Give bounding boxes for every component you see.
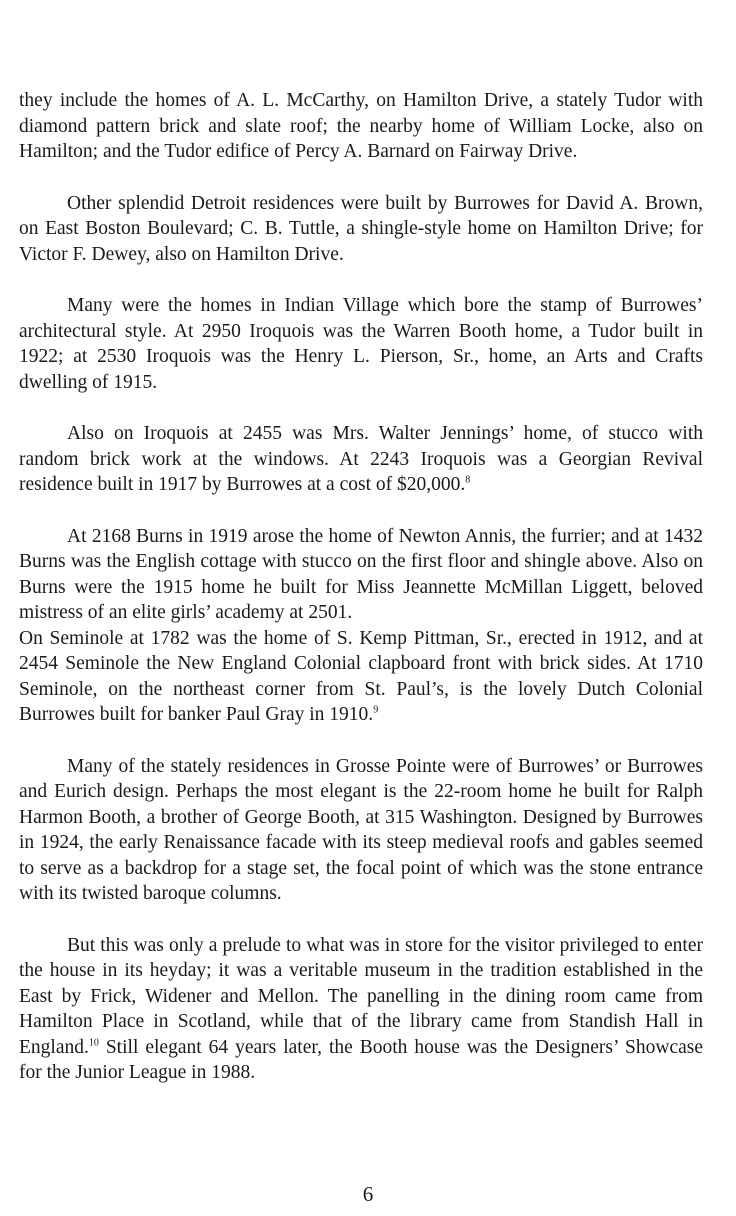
page-number: 6 [362,1182,374,1206]
paragraph-7 [19,754,703,907]
footnote-ref-10: 10 [88,1037,99,1048]
paragraph-4-text: Also on Iroquois at 2455 was Mrs. Walter Jennings’ home, of stucco with random brick work at the windows. At 2243 Iroquois was a Georgian Revival residence built in 1917 by Burrowes at a cost of $20,000. [19,423,703,495]
paragraph-2 [19,191,703,268]
paragraph-5 [19,524,703,626]
paragraph-3-text: Many were the homes in Indian Village which bore the stamp of Burrowes’ architectural style. At 2950 Iroquois was the Warren Booth home, a Tudor built in 1922; at 2530 Iroquois was the Henry L. Pierson, Sr., home, an Arts and Crafts dwelling of 1915. [19,295,703,393]
paragraph-1 [19,88,703,165]
footnote-ref-9: 9 [373,704,379,716]
paragraph-8-tail: Still elegant 64 years later, the Booth house was the Designers’ Showcase for the Junior League in 1988. [19,1036,703,1083]
paragraph-8-text: But this was only a prelude to what was in store for the visitor privileged to enter the house in its heyday; it was a veritable museum in the tradition established in the East by Frick, Widener and Mellon. The panelling in the dining room came from Hamilton Place in Scotland, while that of the library came from Standish Hall in England. [19,934,703,1058]
paragraph-1-text: they include the homes of A. L. McCarthy, on Hamilton Drive, a stately Tudor with diamond pattern brick and slate roof; the nearby home of William Locke, also on Hamilton; and the Tudor edifice of Percy A. Barnard on Fairway Drive. [19,90,703,162]
footnote-ref-8: 8 [465,474,471,486]
paragraph-3 [19,293,703,395]
paragraph-2-text: Other splendid Detroit residences were built by Burrowes for David A. Brown, on East Boston Boulevard; C. B. Tuttle, a shingle-style home on Hamilton Drive; for Victor F. Dewey, also on Hamilton Drive. [19,192,703,265]
paragraph-6-text: On Seminole at 1782 was the home of S. Kemp Pittman, Sr., erected in 1912, and at 2454 Seminole the New England Colonial clapboard front with brick sides. At 1710 Seminole, on the northeast corner from St. Paul’s, is the lovely Dutch Colonial Burrowes built for banker Paul Gray in 1910. [19,627,703,725]
paragraph-6 [19,626,703,728]
paragraph-7-text: Many of the stately residences in Grosse Pointe were of Burrowes’ or Burrowes and Eurich design. Perhaps the most elegant is the 22-room home he built for Ralph Harmon Booth, a brother of George Booth, at 315 Washington. Designed by Burrowes in 1924, the early Renaissance facade with its steep medieval roofs and gables seemed to serve as a backdrop for a stage set, the focal point of which was the stone entrance with its twisted baroque columns. [19,755,703,904]
paragraph-5-text: At 2168 Burns in 1919 arose the home of Newton Annis, the furrier; and at 1432 Burns was the English cottage with stucco on the first floor and shingle above. Also on Burns were the 1915 home he built for Miss Jeannette McMillan Liggett, beloved mistress of an elite girls’ academy at 2501. [19,525,703,623]
body-text [19,88,703,1112]
paragraph-8 [19,933,703,1086]
paragraph-4 [19,421,703,498]
